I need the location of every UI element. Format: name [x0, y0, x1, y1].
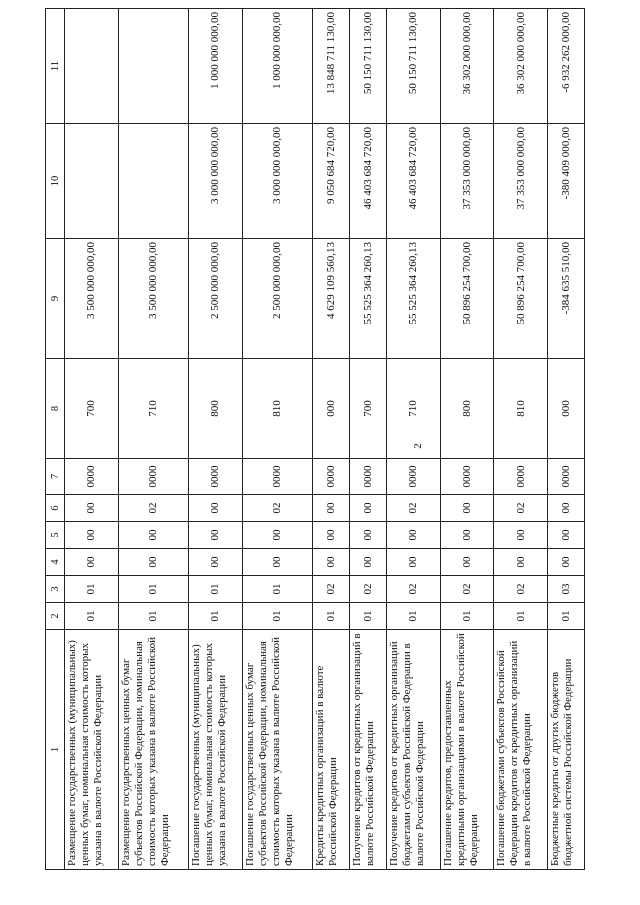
amount-cell [65, 9, 119, 124]
code-cell: 00 [65, 495, 119, 522]
code-cell: 03 [547, 576, 584, 603]
code-cell: 00 [312, 495, 349, 522]
code-cell: 00 [386, 522, 440, 549]
code-cell: 01 [65, 576, 119, 603]
row-name-cell: Погашение государственных (муниципальных) ценных бумаг, номинальная стоимость которых указана в валюте Российской Федерации [188, 630, 242, 870]
code-cell: 00 [188, 522, 242, 549]
code-cell: 00 [312, 549, 349, 576]
column-header-1: 1 [46, 630, 65, 870]
code-cell: 00 [188, 495, 242, 522]
amount-cell: 2 500 000 000,00 [188, 239, 242, 359]
page-number: 2 [411, 443, 424, 449]
code-cell: 02 [494, 576, 548, 603]
amount-cell: 3 500 000 000,00 [118, 239, 188, 359]
code-cell: 0000 [386, 459, 440, 495]
code-cell: 00 [440, 495, 494, 522]
amount-cell: 55 525 364 260,13 [349, 239, 386, 359]
amount-cell: 55 525 364 260,13 [386, 239, 440, 359]
row-name-cell: Размещение государственных (муниципальных) ценных бумаг, номинальная стоимость которых указана в валюте Российской Федерации [65, 630, 119, 870]
amount-cell [65, 124, 119, 239]
code-cell: 0000 [312, 459, 349, 495]
amount-cell: 1 000 000 000,00 [188, 9, 242, 124]
code-cell: 0000 [494, 459, 548, 495]
code-cell: 00 [494, 549, 548, 576]
code-cell: 00 [242, 522, 312, 549]
amount-cell [118, 9, 188, 124]
code-cell: 810 [494, 359, 548, 459]
code-cell: 000 [312, 359, 349, 459]
code-cell: 00 [242, 549, 312, 576]
row-name-cell: Получение кредитов от кредитных организаций бюджетами субъектов Российской Федерации в валюте Российской Федерации [386, 630, 440, 870]
column-header-5: 5 [46, 522, 65, 549]
amount-cell: 50 896 254 700,00 [494, 239, 548, 359]
table-row [547, 9, 584, 870]
code-cell: 00 [349, 549, 386, 576]
code-cell: 01 [547, 603, 584, 630]
code-cell: 800 [188, 359, 242, 459]
code-cell: 00 [65, 549, 119, 576]
table-row [188, 9, 242, 870]
amount-cell: 50 150 711 130,00 [386, 9, 440, 124]
column-header-3: 3 [46, 576, 65, 603]
code-cell: 00 [349, 522, 386, 549]
code-cell: 00 [312, 522, 349, 549]
code-cell: 01 [188, 603, 242, 630]
amount-cell: 37 353 000 000,00 [440, 124, 494, 239]
code-cell: 02 [494, 495, 548, 522]
table-row [242, 9, 312, 870]
code-cell: 00 [118, 549, 188, 576]
code-cell: 0000 [349, 459, 386, 495]
code-cell: 01 [494, 603, 548, 630]
code-cell: 01 [65, 603, 119, 630]
amount-cell: 46 403 684 720,00 [386, 124, 440, 239]
amount-cell: 13 848 711 130,00 [312, 9, 349, 124]
code-cell: 02 [118, 495, 188, 522]
code-cell: 01 [188, 576, 242, 603]
column-header-11: 11 [46, 9, 65, 124]
table-row [494, 9, 548, 870]
code-cell: 00 [440, 549, 494, 576]
amount-cell: 50 150 711 130,00 [349, 9, 386, 124]
code-cell: 00 [440, 522, 494, 549]
code-cell: 710 [386, 359, 440, 459]
code-cell: 00 [547, 495, 584, 522]
table-header-row [46, 9, 65, 870]
code-cell: 00 [188, 549, 242, 576]
code-cell: 0000 [188, 459, 242, 495]
amount-cell: -6 932 262 000,00 [547, 9, 584, 124]
code-cell: 00 [349, 495, 386, 522]
code-cell: 800 [440, 359, 494, 459]
amount-cell: 3 000 000 000,00 [242, 124, 312, 239]
amount-cell: 2 500 000 000,00 [242, 239, 312, 359]
code-cell: 02 [242, 495, 312, 522]
code-cell: 01 [242, 576, 312, 603]
row-name-cell: Погашение бюджетами субъектов Российской Федерации кредитов от кредитных организаций в валюте Российской Федерации [494, 630, 548, 870]
row-name-cell: Размещение государственных ценных бумаг субъектов Российской Федерации, номинальная стоимость которых указана в валюте Российской Федерации [118, 630, 188, 870]
table-row [118, 9, 188, 870]
code-cell: 02 [386, 495, 440, 522]
code-cell: 00 [494, 522, 548, 549]
column-header-6: 6 [46, 495, 65, 522]
amount-cell: 1 000 000 000,00 [242, 9, 312, 124]
code-cell: 02 [312, 576, 349, 603]
code-cell: 01 [312, 603, 349, 630]
code-cell: 0000 [242, 459, 312, 495]
row-name-cell: Получение кредитов от кредитных организаций в валюте Российской Федерации [349, 630, 386, 870]
amount-cell: 36 302 000 000,00 [494, 9, 548, 124]
row-name-cell: Погашение государственных ценных бумаг субъектов Российской Федерации, номинальная стоимость которых указана в валюте Российской Федерации [242, 630, 312, 870]
code-cell: 0000 [547, 459, 584, 495]
amount-cell: 3 500 000 000,00 [65, 239, 119, 359]
code-cell: 01 [440, 603, 494, 630]
amount-cell: 37 353 000 000,00 [494, 124, 548, 239]
code-cell: 02 [386, 576, 440, 603]
column-header-7: 7 [46, 459, 65, 495]
code-cell: 02 [440, 576, 494, 603]
code-cell: 00 [547, 522, 584, 549]
code-cell: 01 [349, 603, 386, 630]
row-name-cell: Кредиты кредитных организаций в валюте Российской Федерации [312, 630, 349, 870]
code-cell: 0000 [65, 459, 119, 495]
code-cell: 01 [242, 603, 312, 630]
code-cell: 00 [118, 522, 188, 549]
code-cell: 01 [118, 576, 188, 603]
code-cell: 810 [242, 359, 312, 459]
column-header-10: 10 [46, 124, 65, 239]
code-cell: 710 [118, 359, 188, 459]
code-cell: 0000 [118, 459, 188, 495]
code-cell: 700 [349, 359, 386, 459]
column-header-4: 4 [46, 549, 65, 576]
budget-table-sheet [45, 12, 585, 870]
amount-cell: -380 409 000,00 [547, 124, 584, 239]
code-cell: 01 [118, 603, 188, 630]
row-name-cell: Бюджетные кредиты от других бюджетов бюджетной системы Российской Федерации [547, 630, 584, 870]
code-cell: 0000 [440, 459, 494, 495]
column-header-8: 8 [46, 359, 65, 459]
amount-cell: 36 302 000 000,00 [440, 9, 494, 124]
column-header-9: 9 [46, 239, 65, 359]
amount-cell: 4 629 109 560,13 [312, 239, 349, 359]
code-cell: 000 [547, 359, 584, 459]
code-cell: 02 [349, 576, 386, 603]
code-cell: 01 [386, 603, 440, 630]
amount-cell: 46 403 684 720,00 [349, 124, 386, 239]
table-row [65, 9, 119, 870]
code-cell: 00 [65, 522, 119, 549]
table-row [312, 9, 349, 870]
row-name-cell: Погашение кредитов, предоставленных кредитными организациями в валюте Российской Федерации [440, 630, 494, 870]
amount-cell [118, 124, 188, 239]
column-header-2: 2 [46, 603, 65, 630]
table-row [349, 9, 386, 870]
budget-sources-table [45, 8, 585, 870]
code-cell: 00 [547, 549, 584, 576]
amount-cell: -384 635 510,00 [547, 239, 584, 359]
code-cell: 700 [65, 359, 119, 459]
code-cell: 00 [386, 549, 440, 576]
table-row [440, 9, 494, 870]
amount-cell: 9 050 684 720,00 [312, 124, 349, 239]
table-row [386, 9, 440, 870]
amount-cell: 3 000 000 000,00 [188, 124, 242, 239]
amount-cell: 50 896 254 700,00 [440, 239, 494, 359]
